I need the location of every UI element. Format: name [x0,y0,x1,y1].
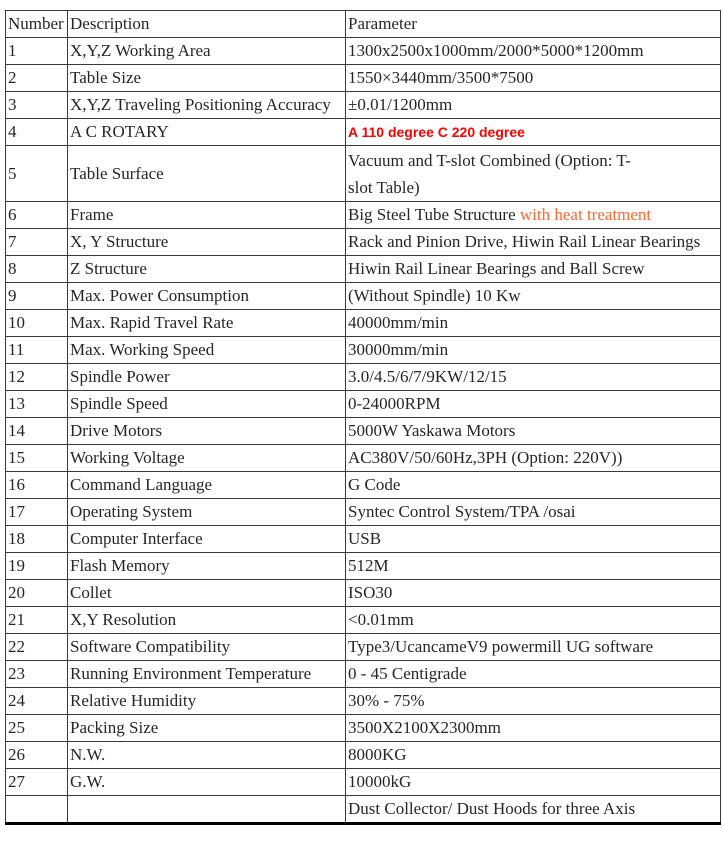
parameter-text: USB [348,529,382,548]
cell-description: Computer Interface [68,526,346,553]
table-row [6,65,721,92]
parameter-highlight-red: A 110 degree C 220 degree [348,124,525,140]
cell-number: 10 [6,310,68,337]
table-row [6,742,721,769]
cell-number: 23 [6,661,68,688]
table-row [6,769,721,796]
cell-parameter [346,796,721,824]
table-row [6,796,721,824]
header-row [6,11,721,38]
cell-description: Operating System [68,499,346,526]
cell-number: 3 [6,92,68,119]
cell-description [68,796,346,824]
parameter-text: Rack and Pinion Drive, Hiwin Rail Linear Bearings [348,232,701,251]
cell-description: Running Environment Temperature [68,661,346,688]
cell-parameter [346,418,721,445]
cell-description: X,Y,Z Working Area [68,38,346,65]
header-number: Number [6,11,68,38]
spec-table [5,10,721,825]
cell-number: 24 [6,688,68,715]
cell-description: Table Surface [68,146,346,202]
cell-number: 8 [6,256,68,283]
table-row [6,634,721,661]
parameter-text: 30% - 75% [348,691,425,710]
table-row [6,580,721,607]
cell-description: Spindle Speed [68,391,346,418]
cell-number: 2 [6,65,68,92]
cell-number: 9 [6,283,68,310]
cell-number: 21 [6,607,68,634]
parameter-text: 512M [348,556,389,575]
cell-description: Packing Size [68,715,346,742]
parameter-text: 1300x2500x1000mm/2000*5000*1200mm [348,41,644,60]
cell-number: 17 [6,499,68,526]
cell-number: 14 [6,418,68,445]
cell-description: Drive Motors [68,418,346,445]
cell-description: Max. Power Consumption [68,283,346,310]
cell-parameter [346,769,721,796]
parameter-text: 0-24000RPM [348,394,441,413]
parameter-text: 3500X2100X2300mm [348,718,501,737]
cell-number: 27 [6,769,68,796]
cell-description: Flash Memory [68,553,346,580]
table-row [6,256,721,283]
cell-parameter [346,391,721,418]
table-row [6,38,721,65]
table-row [6,553,721,580]
cell-description: Max. Rapid Travel Rate [68,310,346,337]
parameter-text: 10000kG [348,772,412,791]
spec-table-body [6,38,721,824]
parameter-text: 5000W Yaskawa Motors [348,421,516,440]
table-row [6,391,721,418]
table-row [6,607,721,634]
cell-number: 1 [6,38,68,65]
cell-description: Spindle Power [68,364,346,391]
cell-number: 5 [6,146,68,202]
cell-number: 26 [6,742,68,769]
cell-parameter [346,364,721,391]
table-row [6,146,721,202]
table-row [6,418,721,445]
table-row [6,472,721,499]
cell-description: G.W. [68,769,346,796]
cell-parameter [346,92,721,119]
parameter-text: Vacuum and T-slot Combined (Option: T-slot Table) [348,150,631,197]
table-row [6,688,721,715]
cell-parameter [346,688,721,715]
table-row [6,229,721,256]
cell-description: Collet [68,580,346,607]
cell-description: Max. Working Speed [68,337,346,364]
cell-description: Table Size [68,65,346,92]
cell-parameter [346,634,721,661]
cell-parameter [346,661,721,688]
cell-parameter [346,256,721,283]
cell-number: 12 [6,364,68,391]
cell-number: 4 [6,119,68,146]
parameter-text: 0 - 45 Centigrade [348,664,467,683]
cell-number: 15 [6,445,68,472]
table-row [6,445,721,472]
cell-parameter [346,146,721,202]
table-row [6,337,721,364]
cell-parameter [346,526,721,553]
table-row [6,283,721,310]
cell-number: 6 [6,202,68,229]
cell-parameter [346,283,721,310]
cell-description: Relative Humidity [68,688,346,715]
parameter-highlight-orange: with heat treatment [519,205,652,224]
table-row [6,715,721,742]
table-row [6,202,721,229]
cell-number [6,796,68,824]
parameter-text: 8000KG [348,745,407,764]
table-row [6,499,721,526]
cell-parameter [346,742,721,769]
cell-parameter [346,499,721,526]
cell-parameter [346,119,721,146]
parameter-text: 3.0/4.5/6/7/9KW/12/15 [348,367,507,386]
parameter-text: ±0.01/1200mm [348,95,453,114]
cell-number: 22 [6,634,68,661]
cell-description: Command Language [68,472,346,499]
cell-parameter [346,65,721,92]
cell-number: 25 [6,715,68,742]
parameter-text: Dust Collector/ Dust Hoods for three Axis [348,799,636,818]
cell-number: 13 [6,391,68,418]
parameter-text: AC380V/50/60Hz,3PH (Option: 220V)) [348,448,623,467]
table-row [6,526,721,553]
cell-parameter [346,472,721,499]
table-row [6,310,721,337]
cell-parameter [346,229,721,256]
cell-description: X,Y Resolution [68,607,346,634]
cell-description: Frame [68,202,346,229]
parameter-text: 40000mm/min [348,313,449,332]
table-row [6,364,721,391]
cell-parameter [346,580,721,607]
table-row [6,661,721,688]
parameter-text: <0.01mm [348,610,414,629]
parameter-text: (Without Spindle) 10 Kw [348,286,521,305]
cell-number: 18 [6,526,68,553]
cell-description: Z Structure [68,256,346,283]
cell-parameter [346,38,721,65]
parameter-text: G Code [348,475,401,494]
cell-parameter [346,337,721,364]
parameter-text: 30000mm/min [348,340,449,359]
cell-description: X,Y,Z Traveling Positioning Accuracy [68,92,346,119]
cell-number: 7 [6,229,68,256]
parameter-text: ISO30 [348,583,393,602]
cell-number: 16 [6,472,68,499]
cell-parameter [346,553,721,580]
table-row [6,92,721,119]
header-description: Description [68,11,346,38]
parameter-text: 1550×3440mm/3500*7500 [348,68,534,87]
cell-number: 20 [6,580,68,607]
cell-description: Working Voltage [68,445,346,472]
parameter-text: Big Steel Tube Structure [348,205,520,224]
header-parameter: Parameter [346,11,721,38]
cell-parameter [346,715,721,742]
cell-description: Software Compatibility [68,634,346,661]
cell-description: N.W. [68,742,346,769]
parameter-text: Hiwin Rail Linear Bearings and Ball Screw [348,259,645,278]
cell-description: X, Y Structure [68,229,346,256]
parameter-text: Syntec Control System/TPA /osai [348,502,576,521]
parameter-text: Type3/UcancameV9 powermill UG software [348,637,654,656]
cell-parameter [346,445,721,472]
cell-parameter [346,607,721,634]
cell-description: A C ROTARY [68,119,346,146]
cell-parameter [346,310,721,337]
cell-parameter [346,202,721,229]
table-row [6,119,721,146]
cell-number: 11 [6,337,68,364]
cell-number: 19 [6,553,68,580]
